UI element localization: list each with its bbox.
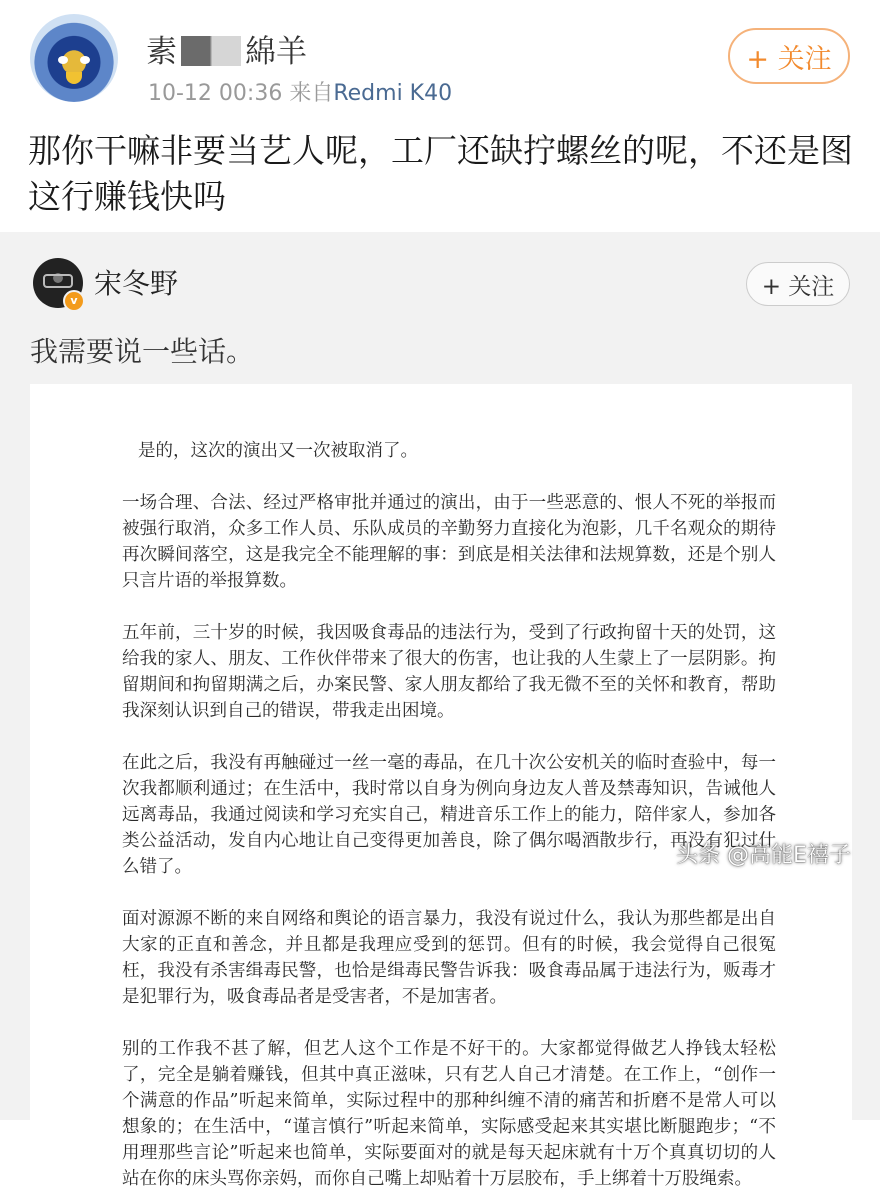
statement-paragraph: 别的工作我不甚了解，但艺人这个工作是不好干的。大家都觉得做艺人挣钱太轻松了，完全是躺着赚钱，但其中真正滋味，只有艺人自己才清楚。在工作上，“创作一个满意的作品”听起来简单，实际过程中的那种纠缠不清的痛苦和折磨不是常人可以想象的；在生活中，“谨言慎行”听起来简单，实际感受起来其实堪比断腿跑步；“不用理那些言论”听起来也简单，实际要面对的就是每天起床就有十万个真真切切的人站在你的床头骂你亲妈，而你自己嘴上却贴着十万层胶布，手上绑着十万股绳索。 bbox=[122, 1039, 776, 1189]
verified-badge-icon: v bbox=[63, 290, 85, 312]
reposted-post bbox=[0, 232, 880, 1189]
user-name-suffix: 綿羊 bbox=[245, 34, 307, 70]
follow-label: + 关注 bbox=[746, 43, 832, 75]
statement-image[interactable] bbox=[30, 384, 852, 1189]
statement-paragraph: 五年前，三十岁的时候，我因吸食毒品的违法行为，受到了行政拘留十天的处罚，这给我的家人、朋友、工作伙伴带来了很大的伤害，也让我的人生蒙上了一层阴影。拘留期间和拘留期满之后，办案民警、家人朋友都给了我无微不至的关怀和教育，帮助我深刻认识到自己的错误，带我走出困境。 bbox=[122, 623, 776, 721]
post-meta bbox=[148, 76, 452, 107]
redaction-mosaic bbox=[181, 36, 241, 66]
camera-icon bbox=[43, 274, 73, 288]
source-device[interactable]: Redmi K40 bbox=[333, 81, 453, 106]
follow-label: + 关注 bbox=[761, 273, 835, 300]
post-timestamp: 10-12 00:36 bbox=[148, 81, 283, 106]
avatar-eye-icon bbox=[80, 56, 90, 64]
user-avatar[interactable] bbox=[30, 14, 118, 102]
repost-text: 我需要说一些话。 bbox=[30, 335, 255, 368]
avatar-eye-icon bbox=[58, 56, 68, 64]
statement-paragraph: 是的，这次的演出又一次被取消了。 bbox=[138, 441, 418, 461]
repost-user-name[interactable]: 宋冬野 bbox=[94, 267, 179, 300]
source-prefix: 来自 bbox=[289, 81, 334, 106]
user-name-prefix: 素 bbox=[146, 34, 177, 70]
follow-button[interactable] bbox=[728, 28, 850, 84]
repost-follow-button[interactable] bbox=[746, 262, 850, 306]
original-post bbox=[0, 0, 880, 232]
user-name[interactable] bbox=[146, 26, 307, 71]
post-text: 那你干嘛非要当艺人呢，工厂还缺拧螺丝的呢，不还是图这行赚钱快吗 bbox=[28, 131, 853, 216]
statement-paragraph: 面对源源不断的来自网络和舆论的语言暴力，我没有说过什么，我认为那些都是出自大家的正直和善念，并且都是我理应受到的惩罚。但有的时候，我会觉得自己很冤枉，我没有杀害缉毒民警，也恰是缉毒民警告诉我：吸食毒品属于违法行为，贩毒才是犯罪行为，吸食毒品者是受害者，不是加害者。 bbox=[122, 909, 776, 1007]
watermark: 头条 @高能E禧子 bbox=[676, 843, 851, 868]
statement-paragraph: 在此之后，我没有再触碰过一丝一毫的毒品，在几十次公安机关的临时查验中，每一次我都顺利通过；在生活中，我时常以自身为例向身边友人普及禁毒知识，告诫他人远离毒品，我通过阅读和学习充实自己，精进音乐工作上的能力，陪伴家人，参加各类公益活动，发自内心地让自己变得更加善良，除了偶尔喝酒散步行，再没有犯过什么错了。 bbox=[122, 753, 776, 877]
avatar-beak-icon bbox=[66, 72, 82, 84]
statement-paragraph: 一场合理、合法、经过严格审批并通过的演出，由于一些恶意的、恨人不死的举报而被强行取消，众多工作人员、乐队成员的辛勤努力直接化为泡影，几千名观众的期待再次瞬间落空，这是我完全不能理解的事：到底是相关法律和法规算数，还是个别人只言片语的举报算数。 bbox=[122, 493, 776, 591]
